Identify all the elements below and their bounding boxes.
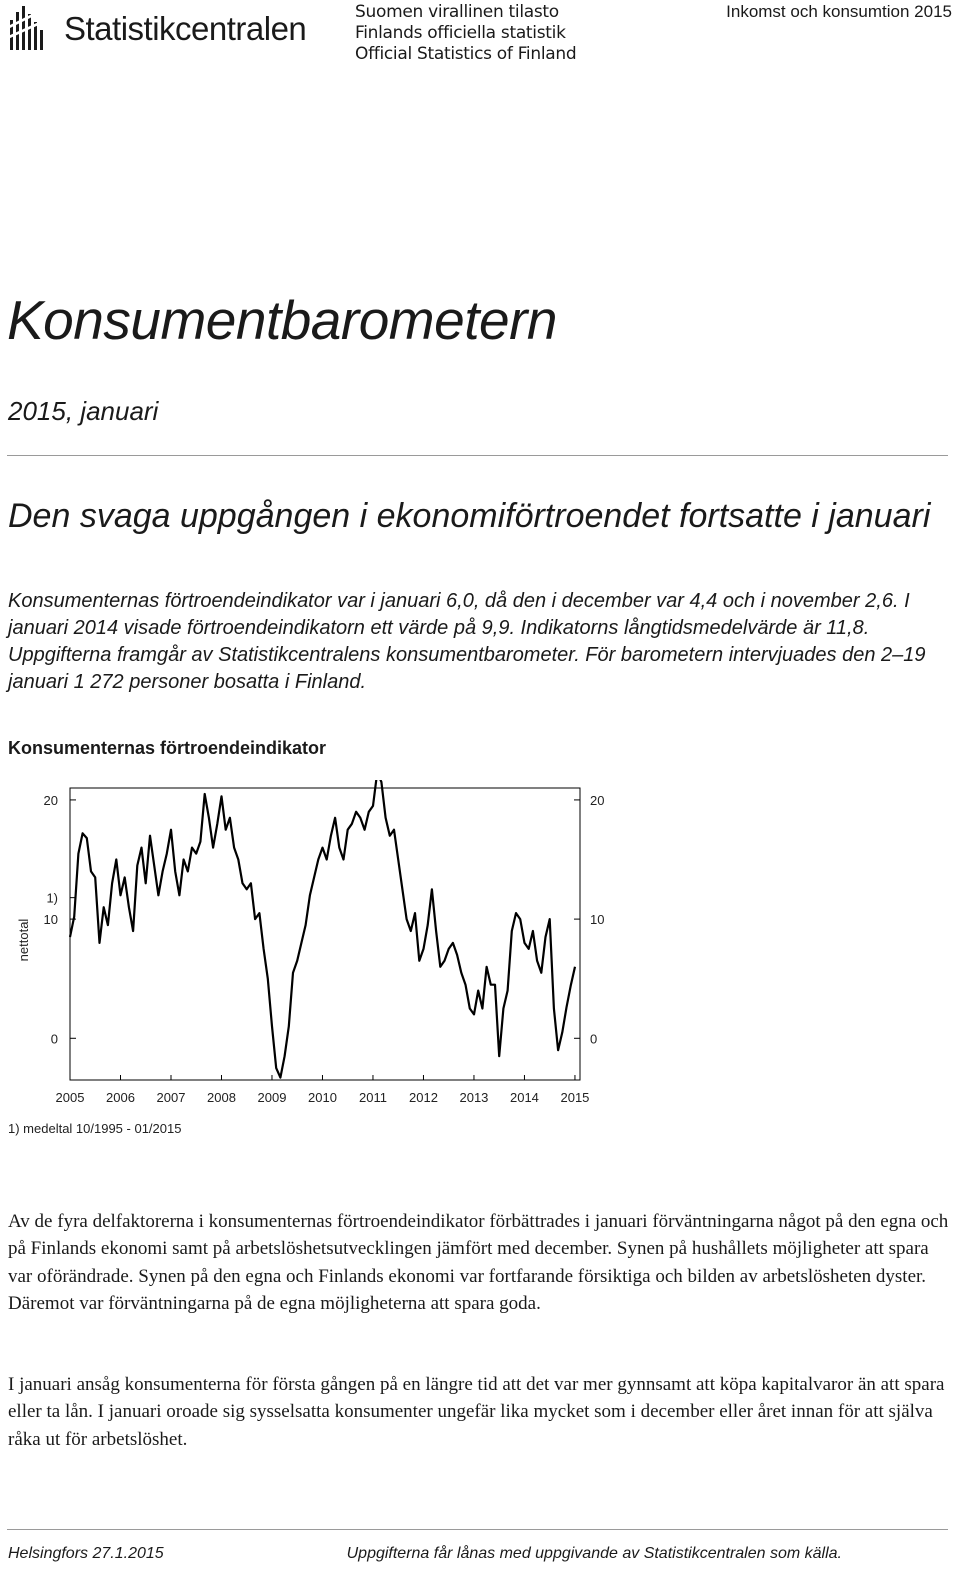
body-paragraph-2: I januari ansåg konsumenterna för första gången på en längre tid att det var mer gynnsamt att köpa kapitalvaror än att spara eller ta lån. I januari oroade sig sysselsatta konsumenter ungefär lika mycket som i december eller året innan för att själva råka ut för arbetslöshet. (8, 1374, 945, 1450)
y-tick-label-left: 20 (43, 792, 58, 808)
y-axis-label: nettotal (16, 918, 31, 962)
chart-svg (8, 780, 613, 1145)
confidence-indicator-line (70, 780, 575, 1078)
x-tick-label: 2010 (308, 1090, 337, 1105)
footer-divider (7, 1529, 948, 1530)
x-tick-label: 2014 (509, 1090, 539, 1105)
footer-place-date: Helsingfors 27.1.2015 (8, 1545, 164, 1562)
statistikcentralen-logo (8, 2, 307, 54)
x-tick-label: 2006 (106, 1090, 135, 1105)
chart-title: Konsumenternas förtroendeindikator (8, 738, 327, 758)
y-tick-label-left: 10 (43, 912, 58, 928)
body-paragraph-1: Av de fyra delfaktorerna i konsumenternas förtroendeindikator förbättrades i januari förväntningarna något på den egna och på Finlands ekonomi samt på arbetslöshetsutvecklingen jämfört med december. Synen på hushållets möjligheter att spara var oförändrade. Synen på den egna och Finlands ekonomi var fortfarande försiktiga och bilden av arbetslösheten dyster. Däremot var förväntningarna på de egna möjligheterna att spara goda. (8, 1211, 949, 1315)
x-tick-label: 2012 (409, 1090, 438, 1105)
chart-footnote: 1) medeltal 10/1995 - 01/2015 (8, 1121, 182, 1136)
y-tick-label-right: 20 (590, 792, 605, 808)
y-tick-label-right: 10 (590, 912, 605, 928)
x-tick-label: 2011 (358, 1090, 387, 1105)
official-line-sv: Finlands officiella statistik (355, 23, 566, 43)
page-title: Konsumentbarometern (7, 289, 557, 351)
x-tick-label: 2013 (459, 1090, 489, 1105)
divider (7, 455, 948, 456)
lead-paragraph: Konsumenternas förtroendeindikator var i januari 6,0, då den i december var 4,4 och i november 2,6. I januari 2014 visade förtroendeindikatorn ett värde på 9,9. Indikatorns långtidsmedelvärde är 11,8. Uppgifterna framgår av Statistikcentralens konsumentbarometer. För barometern intervjuades den 2–19 januari 1 272 personer bosatta i Finland. (8, 590, 926, 693)
publication-period: 2015, januari (8, 396, 159, 426)
x-tick-label: 2007 (156, 1090, 186, 1105)
mean-marker-label: 1) (46, 890, 58, 906)
logo-mark-icon (8, 2, 56, 54)
y-tick-label-left: 0 (50, 1031, 58, 1047)
plot-frame (70, 788, 580, 1080)
footer-copyright-note: Uppgifterna får lånas med uppgivande av Statistikcentralen som källa. (346, 1545, 842, 1562)
confidence-indicator-chart (8, 780, 613, 1145)
y-tick-label-right: 0 (590, 1031, 598, 1047)
official-line-en: Official Statistics of Finland (355, 44, 577, 64)
x-tick-label: 2009 (257, 1090, 287, 1105)
x-tick-label: 2015 (560, 1090, 590, 1105)
x-tick-label: 2008 (207, 1090, 236, 1105)
logo-text: Statistikcentralen (64, 10, 307, 47)
official-line-fi: Suomen virallinen tilasto (355, 2, 559, 22)
series-name: Inkomst och konsumtion 2015 (726, 2, 952, 21)
official-statistics-heading (355, 2, 576, 65)
x-tick-label: 2005 (55, 1090, 85, 1105)
headline: Den svaga uppgången i ekonomiförtroendet fortsatte i januari (8, 497, 931, 535)
